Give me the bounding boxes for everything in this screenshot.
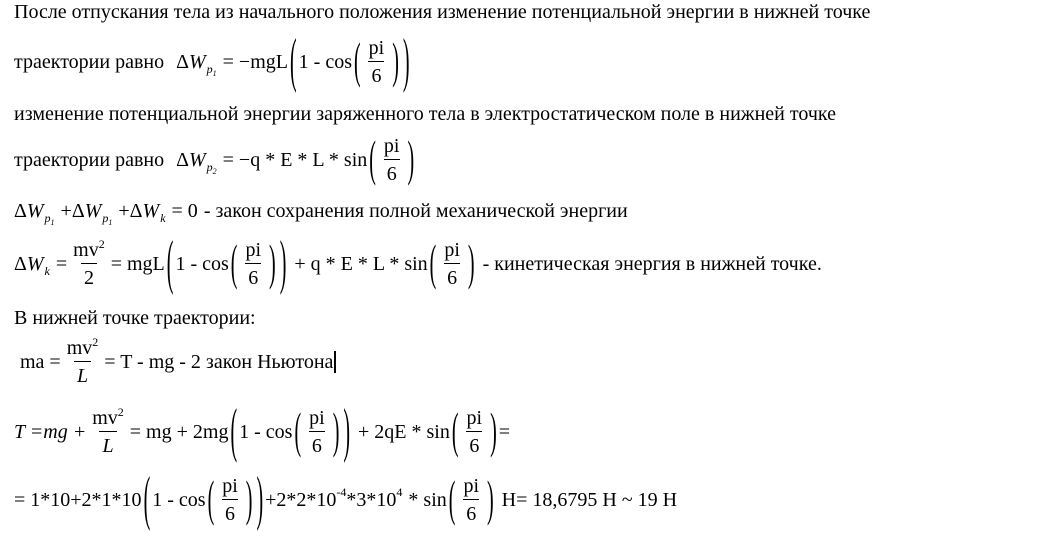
line1-text: После отпускания тела из начального положения изменение потенциальной энергии в нижней точке bbox=[14, 1, 871, 23]
text-line-1 bbox=[14, 1, 870, 24]
text-cursor bbox=[334, 351, 335, 373]
line6-text: - кинетическая энергия в нижней точке. bbox=[482, 252, 822, 275]
line7-text: В нижней точке траектории: bbox=[14, 307, 256, 329]
line4-text: траектории равно bbox=[14, 148, 165, 171]
line8-text: = T - mg - 2 закон Ньютона bbox=[104, 350, 334, 373]
delta-wp2: Δ W $p_2$ bbox=[176, 148, 217, 176]
line2-text: траектории равно bbox=[14, 50, 165, 73]
fraction-mv2-L: $\frac{mv^2}{L}$ bbox=[66, 335, 99, 387]
formula-line-4: траектории равно Δ W $p_2$ = −q * E * L * sin ( $\frac{pi}{6}$ ) bbox=[14, 132, 415, 188]
fraction-pi-6: $\frac{pi}{6}$ bbox=[383, 135, 400, 185]
formula-line-2: траектории равно Δ W $p_1$ = −mgL ( 1 - cos ( $\frac{pi}{6}$ ) ) bbox=[14, 29, 410, 95]
line5-text: - закон сохранения полной механической энергии bbox=[203, 200, 628, 222]
line3-text: изменение потенциальной энергии заряженного тела в электростатическом поле в нижней точке bbox=[14, 103, 836, 125]
text-line-7 bbox=[14, 307, 256, 330]
final-result: H= 18,6795 H ~ 19 H bbox=[501, 488, 678, 511]
formula-line-5: Δ W $p_1$ + Δ W $p_1$ + Δ W k = 0 - закон сохранения полной механической энергии bbox=[14, 200, 628, 227]
formula-line-8: ma = $\frac{mv^2}{L}$ = T - mg - 2 закон Ньютона bbox=[14, 338, 336, 386]
delta-wp1: Δ W $p_1$ bbox=[176, 50, 217, 78]
formula-line-9: T = mg + $\frac{mv^2}{L}$ = mg + 2mg ( 1 - cos ( $\frac{pi}{6}$ ) ) + 2qE * sin ( $\frac{pi}{6}$ ) = bbox=[14, 399, 511, 465]
formula-line-10: = 1*10+2*1*10 ( 1 - cos ( $\frac{pi}{6}$ ) ) +2*2*10 -4 *3*10 4 * sin ( $\frac{pi}{6}$ ) H= 18,6795 H ~ 19 H bbox=[14, 467, 678, 533]
fraction-pi-6: $\frac{pi}{6}$ bbox=[368, 37, 385, 87]
formula-line-6: Δ W k = $\frac{mv^2}{2}$ = mgL ( 1 - cos ( $\frac{pi}{6}$ ) ) + q * E * L * sin ( $\frac{pi}{6}$ ) - кинетическая энергия в нижней точке. bbox=[14, 231, 822, 297]
fraction-mv2-2: $\frac{mv^2}{2}$ bbox=[73, 237, 105, 289]
text-line-3 bbox=[14, 103, 836, 126]
